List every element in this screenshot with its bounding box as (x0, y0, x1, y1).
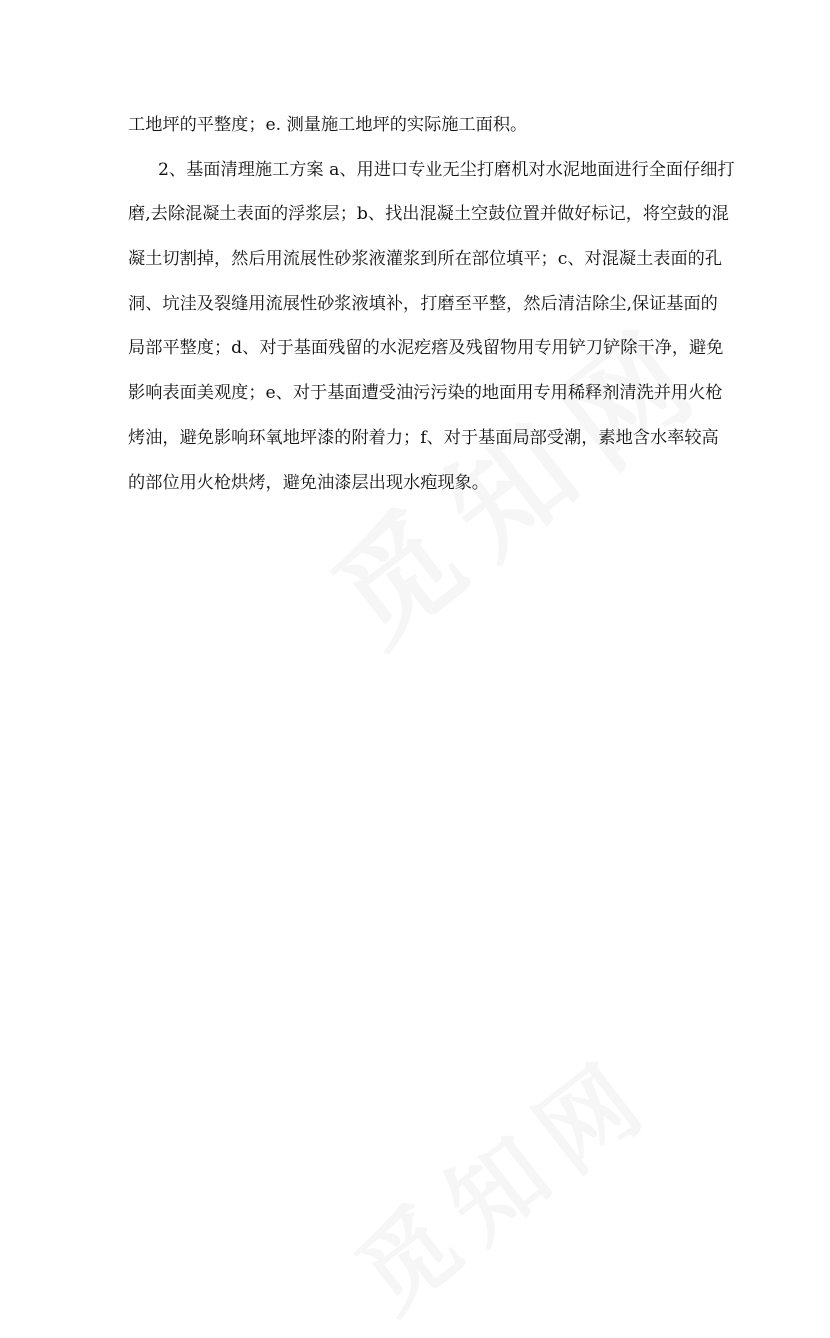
body-text (128, 103, 735, 505)
text-line-2: 2、基面清理施工方案 a、用进口专业无尘打磨机对水泥地面进行全面仔细打 (158, 159, 735, 180)
text-line-1: 工地坪的平整度；e. 测量施工地坪的实际施工面积。 (128, 115, 528, 135)
text-line-5: 洞、坑洼及裂缝用流展性砂浆液填补，打磨至平整，然后清洁除尘,保证基面的 (128, 293, 718, 314)
text-line-6: 局部平整度；d、对于基面残留的水泥疙瘩及残留物用专用铲刀铲除干净，避免 (128, 338, 724, 359)
watermark-lower (324, 1019, 678, 1338)
text-line-3: 磨,去除混凝土表面的浮浆层；b、找出混凝土空鼓位置并做好标记，将空鼓的混 (128, 204, 729, 225)
text-line-9: 的部位用火枪烘烤，避免油漆层出现水疱现象。 (128, 472, 489, 493)
text-line-7: 影响表面美观度；e、对于基面遭受油污污染的地面用专用稀释剂清洗并用火枪 (128, 383, 723, 404)
text-line-4: 凝土切割掉，然后用流展性砂浆液灌浆到所在部位填平；c、对混凝土表面的孔 (128, 249, 723, 270)
text-line-8: 烤油，避免影响环氧地坪漆的附着力；f、对于基面局部受潮，素地含水率较高 (128, 427, 719, 448)
